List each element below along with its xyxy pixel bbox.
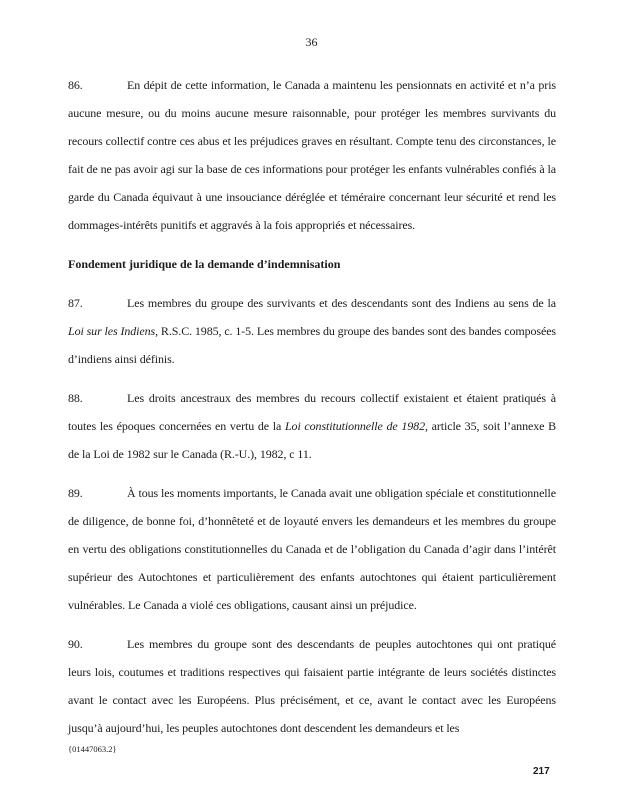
page-number-top: 36 <box>305 35 318 49</box>
footer-document-number: {01447063.2} <box>68 744 117 754</box>
footer-page-number: 217 <box>533 766 550 777</box>
statute-name-italic: Loi sur les Indiens <box>68 324 156 338</box>
paragraph-text: En dépit de cette information, le Canada a maintenu les pensionnats en activité et n’a pris aucune mesure, ou du moins aucune mesure raisonnable, pour protéger les membres survivants du recours collectif contre ces abus et les préjudices graves en résultant. Compte tenu des circonstances, le fait de ne pas avoir agi sur la base de ces informations pour protéger les enfants vulnérables confiés à la garde du Canada équivaut à une insouciance déréglée et téméraire concernant leur sécurité et rend les dommages-intérêts punitifs et aggravés à la fois appropriés et nécessaires. <box>68 78 556 232</box>
paragraph-number: 90. <box>68 637 83 651</box>
paragraph-90 <box>68 630 556 742</box>
paragraph-text: Les membres du groupe des survivants et des descendants sont des Indiens au sens de la <box>127 296 556 310</box>
paragraph-text: Les droits ancestraux des membres du recours collectif existaient et étaient pratiqués à toutes les époques concernées en vertu de la <box>68 391 556 433</box>
paragraph-89 <box>68 479 556 619</box>
paragraph-text: article 35, soit l’annexe B de la Loi de 1982 sur le Canada (R.-U.), 1982, c 11. <box>68 419 556 461</box>
document-body <box>68 71 556 753</box>
section-heading: Fondement juridique de la demande d’indemnisation <box>68 257 341 271</box>
paragraph-86 <box>68 71 556 239</box>
paragraph-88 <box>68 384 556 468</box>
statute-name-italic: Loi constitutionnelle de 1982, <box>284 419 428 433</box>
paragraph-number: 86. <box>68 78 83 92</box>
paragraph-87 <box>68 289 556 373</box>
paragraph-text: , R.S.C. 1985, c. 1-5. Les membres du groupe des bandes sont des bandes composées d’indiens ainsi définis. <box>68 324 556 366</box>
paragraph-number: 89. <box>68 486 83 500</box>
paragraph-text: Les membres du groupe sont des descendants de peuples autochtones qui ont pratiqué leurs lois, coutumes et traditions respectives qui faisaient partie intégrante de leurs sociétés distinctes avant le contact avec les Européens. Plus précisément, et ce, avant le contact avec les Européens jusqu’à aujourd’hui, les peuples autochtones dont descendent les demandeurs et les <box>68 637 556 735</box>
paragraph-text: À tous les moments importants, le Canada avait une obligation spéciale et constitutionnelle de diligence, de bonne foi, d’honnêteté et de loyauté envers les demandeurs et les membres du groupe en vertu des obligations constitutionnelles du Canada et de l’obligation du Canada d’agir dans l’intérêt supérieur des Autochtones et particulièrement des enfants autochtones qui étaient particulièrement vulnérables. Le Canada a violé ces obligations, causant ainsi un préjudice. <box>68 486 556 612</box>
paragraph-number: 87. <box>68 296 83 310</box>
paragraph-number: 88. <box>68 391 83 405</box>
